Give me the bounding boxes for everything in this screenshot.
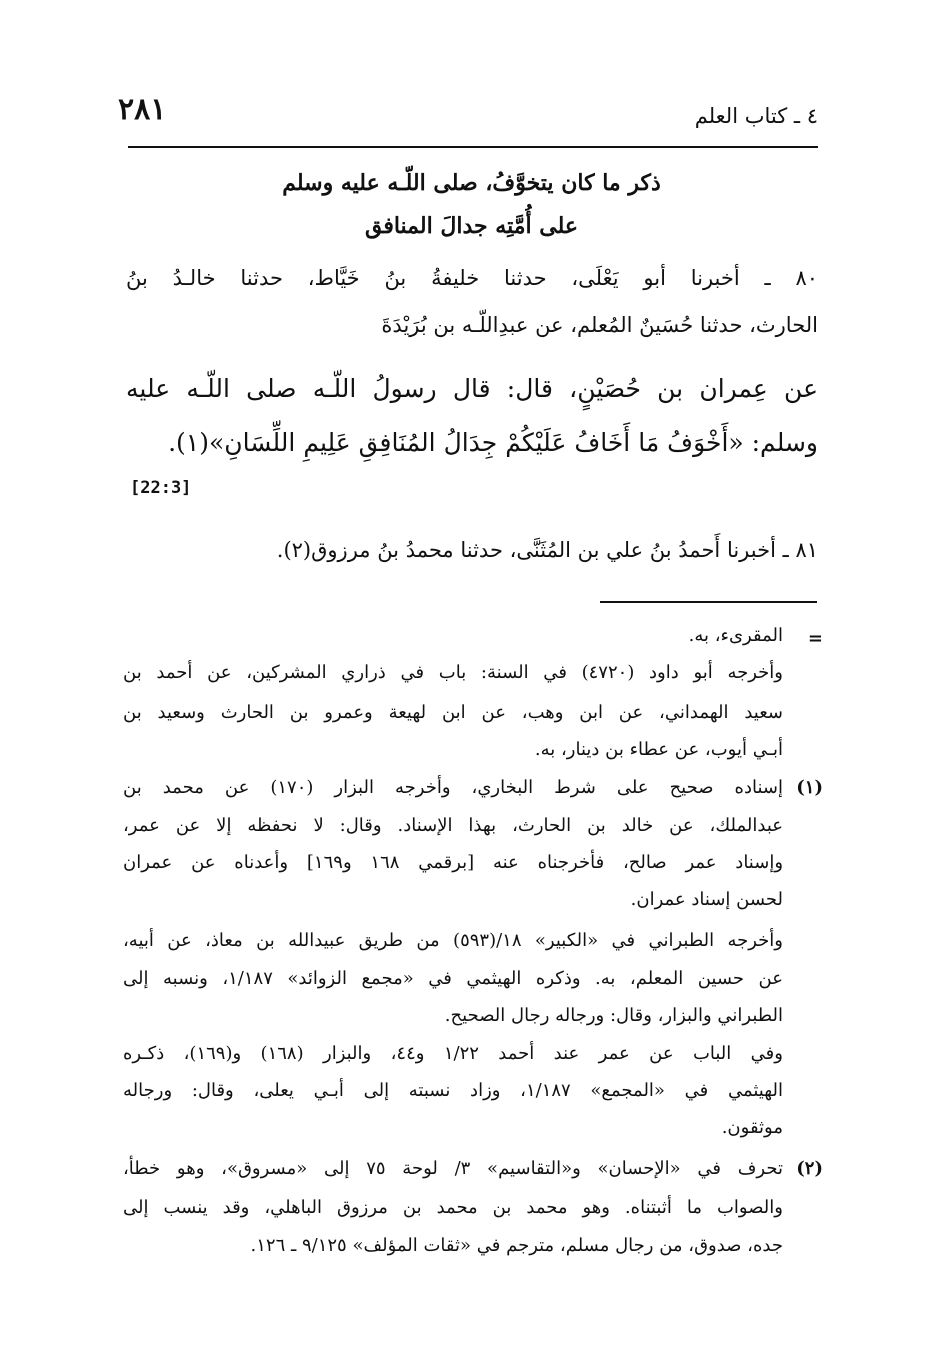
footnote-continuation-line: وأخرجه أبو داود (٤٧٢٠) في السنة: باب في ذراري المشركين، عن أحمد بن bbox=[123, 662, 783, 683]
footnote-1-mark: (١) bbox=[796, 777, 823, 798]
footnote-1-line: وأخرجه الطبراني في «الكبير» ١٨/(٥٩٣) من طريق عبيدالله بن معاذ، عن أبيه، bbox=[123, 930, 783, 951]
hadith-80-isnad-line-2: الحارث، حدثنا حُسَينٌ المُعلم، عن عبدِاللّـه بن بُرَيْدَةَ bbox=[381, 313, 818, 337]
footnote-1-line: الهيثمي في «المجمع» ١/١٨٧، وزاد نسبته إلى أبـي يعلى، وقال: ورجاله bbox=[123, 1080, 783, 1101]
footnote-continuation-line: المقرىء، به. bbox=[688, 625, 783, 646]
section-title-line-1: ذكر ما كان يتخوَّفُ، صلى اللّـه عليه وسلم bbox=[282, 170, 661, 196]
hadith-80-matn-line-2: وسلم: «أَخْوَفُ مَا أَخَافُ عَلَيْكُمْ جِدَالُ المُنَافِقِ عَلِيمِ اللِّسَانِ»(١). bbox=[168, 428, 818, 457]
footnote-continuation-line: أبـي أيوب، عن عطاء بن دينار، به. bbox=[534, 739, 783, 760]
hadith-80-isnad-line-1: ٨٠ ـ أخبرنا أبو يَعْلَى، حدثنا خليفةُ بنُ خَيَّاط، حدثنا خالـدُ بنُ bbox=[126, 266, 818, 290]
footnote-1-line: عبدالملك، عن خالد بن الحارث، بهذا الإسناد. وقال: لا نحفظه إلا عن عمر، bbox=[123, 815, 783, 836]
footnote-1-line: لحسن إسناد عمران. bbox=[630, 889, 783, 910]
footnote-1-line: وإسناد عمر صالح، فأخرجناه عنه [برقمي ١٦٨ و١٦٩] وأعدناه عن عمران bbox=[123, 852, 784, 873]
footnote-1-line: إسناده صحيح على شرط البخاري، وأخرجه البزار (١٧٠) عن محمد بن bbox=[123, 777, 783, 798]
footnote-1-line: الطبراني والبزار، وقال: ورجاله رجال الصحيح. bbox=[444, 1005, 783, 1026]
footnote-1-line: وفي الباب عن عمر عند أحمد ١/٢٢ و٤٤، والبزار (١٦٨) و(١٦٩)، ذكـره bbox=[123, 1043, 783, 1064]
footnote-1-line: عن حسين المعلم، به. وذكره الهيثمي في «مجمع الزوائد» ١/١٨٧، ونسبه إلى bbox=[123, 968, 783, 989]
footnote-continuation-mark: = bbox=[807, 628, 823, 649]
reference-number: [22:3] bbox=[130, 478, 192, 498]
footnote-2-mark: (٢) bbox=[796, 1158, 823, 1179]
page-number: ٢٨١ bbox=[118, 92, 167, 127]
hadith-81-line: ٨١ ـ أخبرنا أَحمدُ بنُ علي بن المُثَنَّى، حدثنا محمدُ بنُ مرزوق(٢). bbox=[276, 538, 818, 562]
footnote-2-line: تحرف في «الإحسان» و«التقاسيم» ٣/ لوحة ٧٥ إلى «مسروق»، وهو خطأ، bbox=[123, 1158, 783, 1179]
running-title: ٤ ـ كتاب العلم bbox=[694, 104, 818, 128]
footnote-1-line: موثقون. bbox=[721, 1117, 783, 1138]
footnote-2-line: والصواب ما أثبتناه. وهو محمد بن محمد بن مرزوق الباهلي، وقد ينسب إلى bbox=[123, 1197, 783, 1218]
footnote-rule bbox=[600, 601, 817, 603]
section-title-line-2: على أُمَّتِه جدالَ المنافق bbox=[364, 213, 579, 239]
footnote-continuation-line: سعيد الهمداني، عن ابن وهب، عن ابن لهيعة وعمرو بن الحارث وسعيد بن bbox=[123, 702, 783, 723]
header-rule bbox=[128, 146, 818, 148]
footnote-2-line: جده، صدوق، من رجال مسلم، مترجم في «ثقات المؤلف» ٩/١٢٥ ـ ١٢٦. bbox=[250, 1235, 783, 1256]
hadith-80-matn-line-1: عن عِمران بن حُصَيْنٍ، قال: قال رسولُ اللّـه صلى اللّـه عليه bbox=[126, 374, 818, 403]
